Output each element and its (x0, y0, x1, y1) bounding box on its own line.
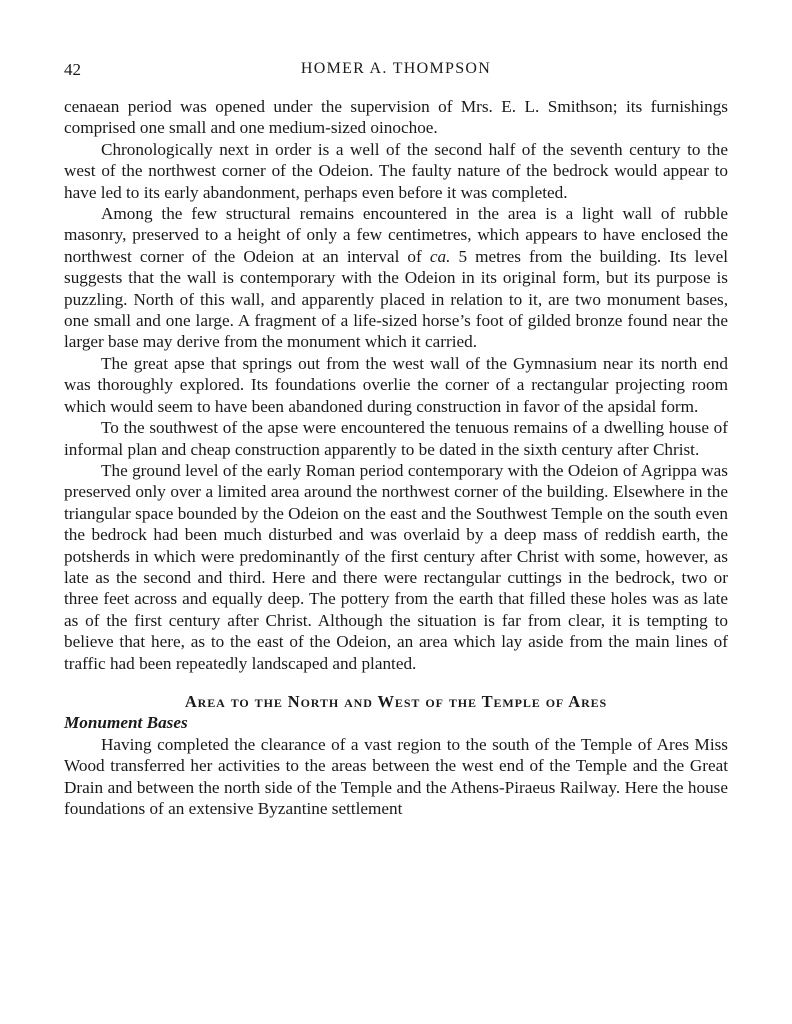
paragraph-rubble-wall (64, 203, 728, 353)
paragraph-rubble-wall-part-2: 5 metres from the building. Its level suggests that the wall is contemporary with the Odeion in its original form, but its purpose is puzzling. North of this wall, and apparently placed in relation to it, are two monument bases, one small and one large. A fragment of a life-sized horse’s foot of gilded bronze found near the larger base may derive from the monument which it carried. (64, 246, 728, 352)
paragraph-well-seventh-century: Chronologically next in order is a well of the second half of the seventh century to the west of the northwest corner of the Odeion. The faulty nature of the bedrock would appear to have led to its early abandonment, perhaps even before it was completed. (64, 139, 728, 202)
paragraph-dwelling-house: To the southwest of the apse were encountered the tenuous remains of a dwelling house of informal plan and cheap construction apparently to be dated in the sixth century after Christ. (64, 418, 728, 459)
page-number: 42 (64, 60, 81, 79)
running-head: HOMER A. THOMPSON (300, 60, 492, 77)
page-header (64, 60, 728, 84)
paragraph-monument-bases: Having completed the clearance of a vast region to the south of the Temple of Ares Miss Wood transferred her activities to the areas between the west end of the Temple and the Great Drain and between the north side of the Temple and the Athens-Piraeus Railway. Here the house foundations of an extensive Byzantine settlement (64, 734, 728, 818)
paragraph-gymnasium-apse: The great apse that springs out from the west wall of the Gymnasium near its north end was thoroughly explored. Its foundations overlie the corner of a rectangular projecting room which would seem to have been abandoned during construction in favor of the apsidal form. (64, 353, 728, 416)
paragraph-continuation: cenaean period was opened under the supervision of Mrs. E. L. Smithson; its furnishings comprised one small and one medium-sized oinochoe. (64, 97, 728, 138)
section-heading: Area to the North and West of the Temple of Ares (184, 691, 608, 711)
body-text (64, 96, 728, 819)
paragraph-rubble-wall-part-1: Among the few structural remains encountered in the area is a light wall of rubble masonry, preserved to a height of only a few centimetres, which appears to have enclosed the northwest corner of the Odeion at an interval of (64, 204, 728, 266)
ca-abbreviation: ca. (429, 246, 451, 266)
subsection-heading: Monument Bases (64, 713, 188, 733)
paragraph-early-roman-level: The ground level of the early Roman period contemporary with the Odeion of Agrippa was preserved only over a limited area around the northwest corner of the building. Elsewhere in the triangular space bounded by the Odeion on the east and the Southwest Temple on the south even the bedrock had been much disturbed and was overlaid by a deep mass of reddish earth, the potsherds in which were predominantly of the first century after Christ with some, however, as late as the second and third. Here and there were rectangular cuttings in the bedrock, two or three feet across and equally deep. The pottery from the earth that filled these holes was as late as of the first century after Christ. Although the situation is far from clear, it is tempting to believe that here, as to the east of the Odeion, an area which lay aside from the main lines of traffic had been repeatedly landscaped and planted. (64, 460, 728, 673)
